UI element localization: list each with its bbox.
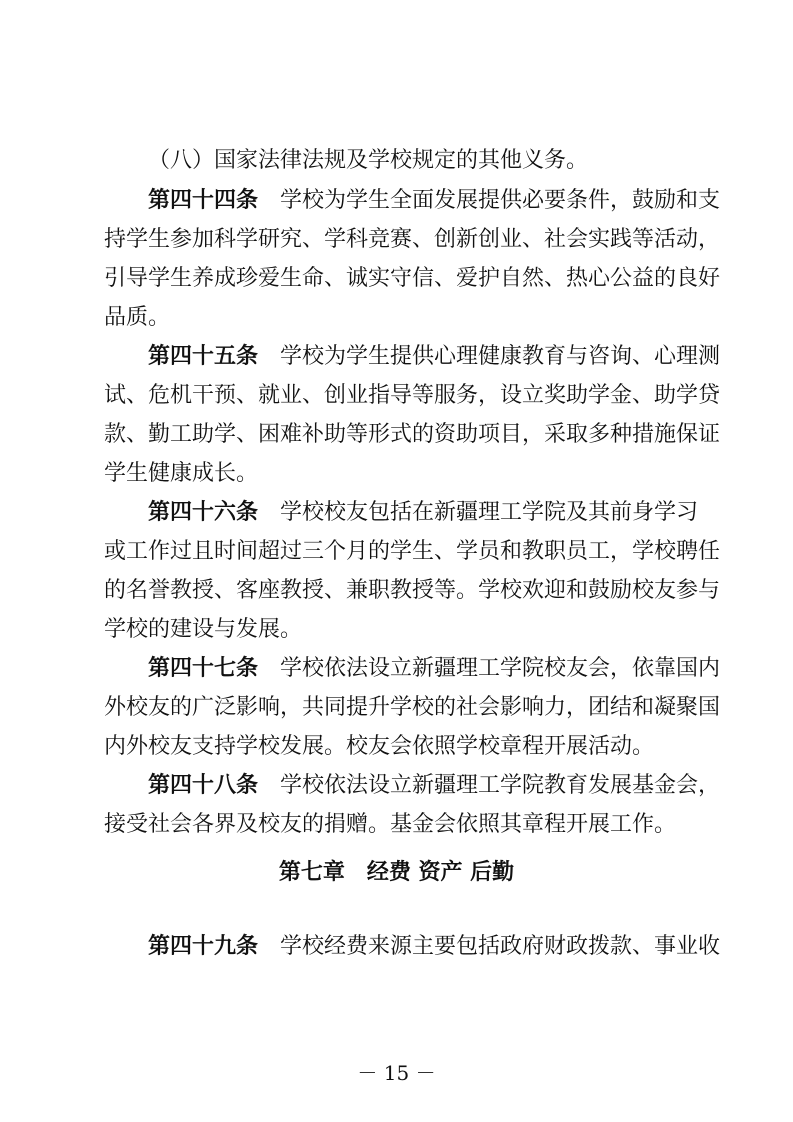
article-49-text: 学校经费来源主要包括政府财政拨款、事业收 [280,934,721,959]
article-45-line: 试、危机干预、就业、创业指导等服务，设立奖助学金、助学贷 [104,383,721,408]
chapter-heading: 第七章 经费 资产 后勤 [278,860,515,885]
list-item-8: （八）国家法律法规及学校规定的其他义务。 [148,148,589,173]
article-44-line: 持学生参加科学研究、学科竞赛、创新创业、社会实践等活动， [104,227,721,252]
article-45-first-line [148,342,721,372]
article-45-line: 学生健康成长。 [104,461,259,486]
article-47-first-line [148,654,721,684]
article-48-first-line [148,771,721,801]
article-45-number: 第四十五条 [148,344,259,369]
article-44-line: 品质。 [104,305,171,330]
article-45-line: 款、勤工助学、困难补助等形式的资助项目，采取多种措施保证 [104,422,721,447]
article-44-first-line [148,186,721,216]
article-47-line: 外校友的广泛影响，共同提升学校的社会影响力，团结和凝聚国 [104,695,721,720]
article-46-first-line [148,498,699,528]
article-46-number: 第四十六条 [148,500,259,525]
article-47-number: 第四十七条 [148,656,259,681]
article-45-text: 学校为学生提供心理健康教育与咨询、心理测 [280,344,721,369]
article-44-number: 第四十四条 [148,188,259,213]
article-44-line: 引导学生养成珍爱生命、诚实守信、爱护自然、热心公益的良好 [104,266,721,291]
article-48-line: 接受社会各界及校友的捐赠。基金会依照其章程开展工作。 [104,812,677,837]
article-46-line: 或工作过且时间超过三个月的学生、学员和教职员工，学校聘任 [104,539,721,564]
article-47-text: 学校依法设立新疆理工学院校友会，依靠国内 [280,656,721,681]
article-48-number: 第四十八条 [148,773,259,798]
article-46-text: 学校校友包括在新疆理工学院及其前身学习 [280,500,699,525]
article-46-line: 学校的建设与发展。 [104,617,303,642]
page-number: － 15 － [357,1061,436,1085]
article-44-text: 学校为学生全面发展提供必要条件，鼓励和支 [280,188,721,213]
article-47-line: 内外校友支持学校发展。校友会依照学校章程开展活动。 [104,734,655,759]
article-46-line: 的名誉教授、客座教授、兼职教授等。学校欢迎和鼓励校友参与 [104,578,721,603]
article-48-text: 学校依法设立新疆理工学院教育发展基金会， [280,773,721,798]
article-49-first-line [148,932,721,962]
article-49-number: 第四十九条 [148,934,259,959]
